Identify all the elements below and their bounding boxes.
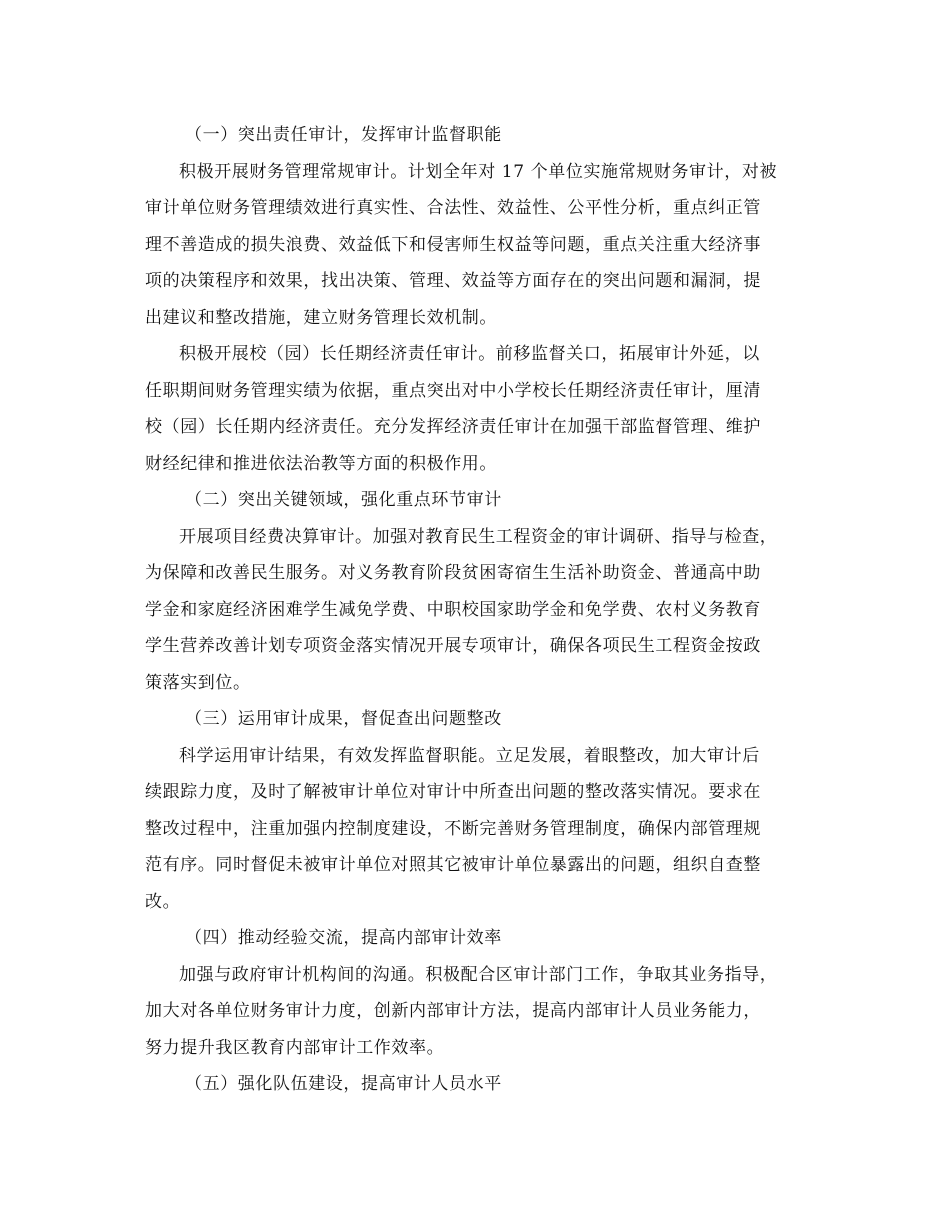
paragraph-line: 学生营养改善计划专项资金落实情况开展专项审计，确保各项民生工程资金按政 bbox=[145, 636, 761, 656]
paragraph-line: 为保障和改善民生服务。对义务教育阶段贫困寄宿生生活补助资金、普通高中助 bbox=[145, 563, 761, 583]
section-heading-4: （四）推动经验交流，提高内部审计效率 bbox=[185, 928, 502, 948]
section-heading-2: （二）突出关键领域，强化重点环节审计 bbox=[185, 490, 502, 510]
paragraph-line: 范有序。同时督促未被审计单位对照其它被审计单位暴露出的问题，组织自查整 bbox=[145, 855, 761, 875]
section-heading-3: （三）运用审计成果，督促查出问题整改 bbox=[185, 709, 502, 729]
paragraph-line: 整改过程中，注重加强内控制度建设，不断完善财务管理制度，确保内部管理规 bbox=[145, 818, 761, 839]
paragraph-line: 学金和家庭经济困难学生减免学费、中职校国家助学金和免学费、农村义务教育 bbox=[145, 599, 761, 620]
paragraph-line: 策落实到位。 bbox=[145, 672, 251, 693]
paragraph-line: 科学运用审计结果，有效发挥监督职能。立足发展，着眼整改，加大审计后 bbox=[179, 745, 760, 766]
paragraph-line: 改。 bbox=[145, 891, 181, 912]
paragraph-line: 加大对各单位财务审计力度，创新内部审计方法，提高内部审计人员业务能力， bbox=[145, 1001, 761, 1021]
paragraph-line: 财经纪律和推进依法治教等方面的积极作用。 bbox=[145, 453, 497, 474]
paragraph-line: 续跟踪力度，及时了解被审计单位对审计中所查出问题的整改落实情况。要求在 bbox=[145, 782, 761, 802]
paragraph-line: 项的决策程序和效果，找出决策、管理、效益等方面存在的突出问题和漏洞，提 bbox=[145, 271, 761, 291]
paragraph-line: 积极开展校（园）长任期经济责任审计。前移监督关口，拓展审计外延，以 bbox=[179, 344, 760, 364]
paragraph-line: 积极开展财务管理常规审计。计划全年对 17 个单位实施常规财务审计，对被 bbox=[179, 161, 778, 182]
paragraph-line: 开展项目经费决算审计。加强对教育民生工程资金的审计调研、指导与检查， bbox=[179, 526, 778, 547]
paragraph-line: 理不善造成的损失浪费、效益低下和侵害师生权益等问题，重点关注重大经济事 bbox=[145, 234, 761, 255]
section-heading-5: （五）强化队伍建设，提高审计人员水平 bbox=[185, 1074, 502, 1094]
paragraph-line: 出建议和整改措施，建立财务管理长效机制。 bbox=[145, 307, 497, 328]
paragraph-line: 任职期间财务管理实绩为依据，重点突出对中小学校长任期经济责任审计，厘清 bbox=[145, 380, 761, 401]
paragraph-line: 审计单位财务管理绩效进行真实性、合法性、效益性、公平性分析，重点纠正管 bbox=[145, 198, 761, 218]
paragraph-line: 校（园）长任期内经济责任。充分发挥经济责任审计在加强干部监督管理、维护 bbox=[145, 417, 761, 437]
paragraph-line: 努力提升我区教育内部审计工作效率。 bbox=[145, 1037, 445, 1058]
section-heading-1: （一）突出责任审计，发挥审计监督职能 bbox=[185, 125, 502, 145]
paragraph-line: 加强与政府审计机构间的沟通。积极配合区审计部门工作，争取其业务指导， bbox=[179, 964, 778, 985]
